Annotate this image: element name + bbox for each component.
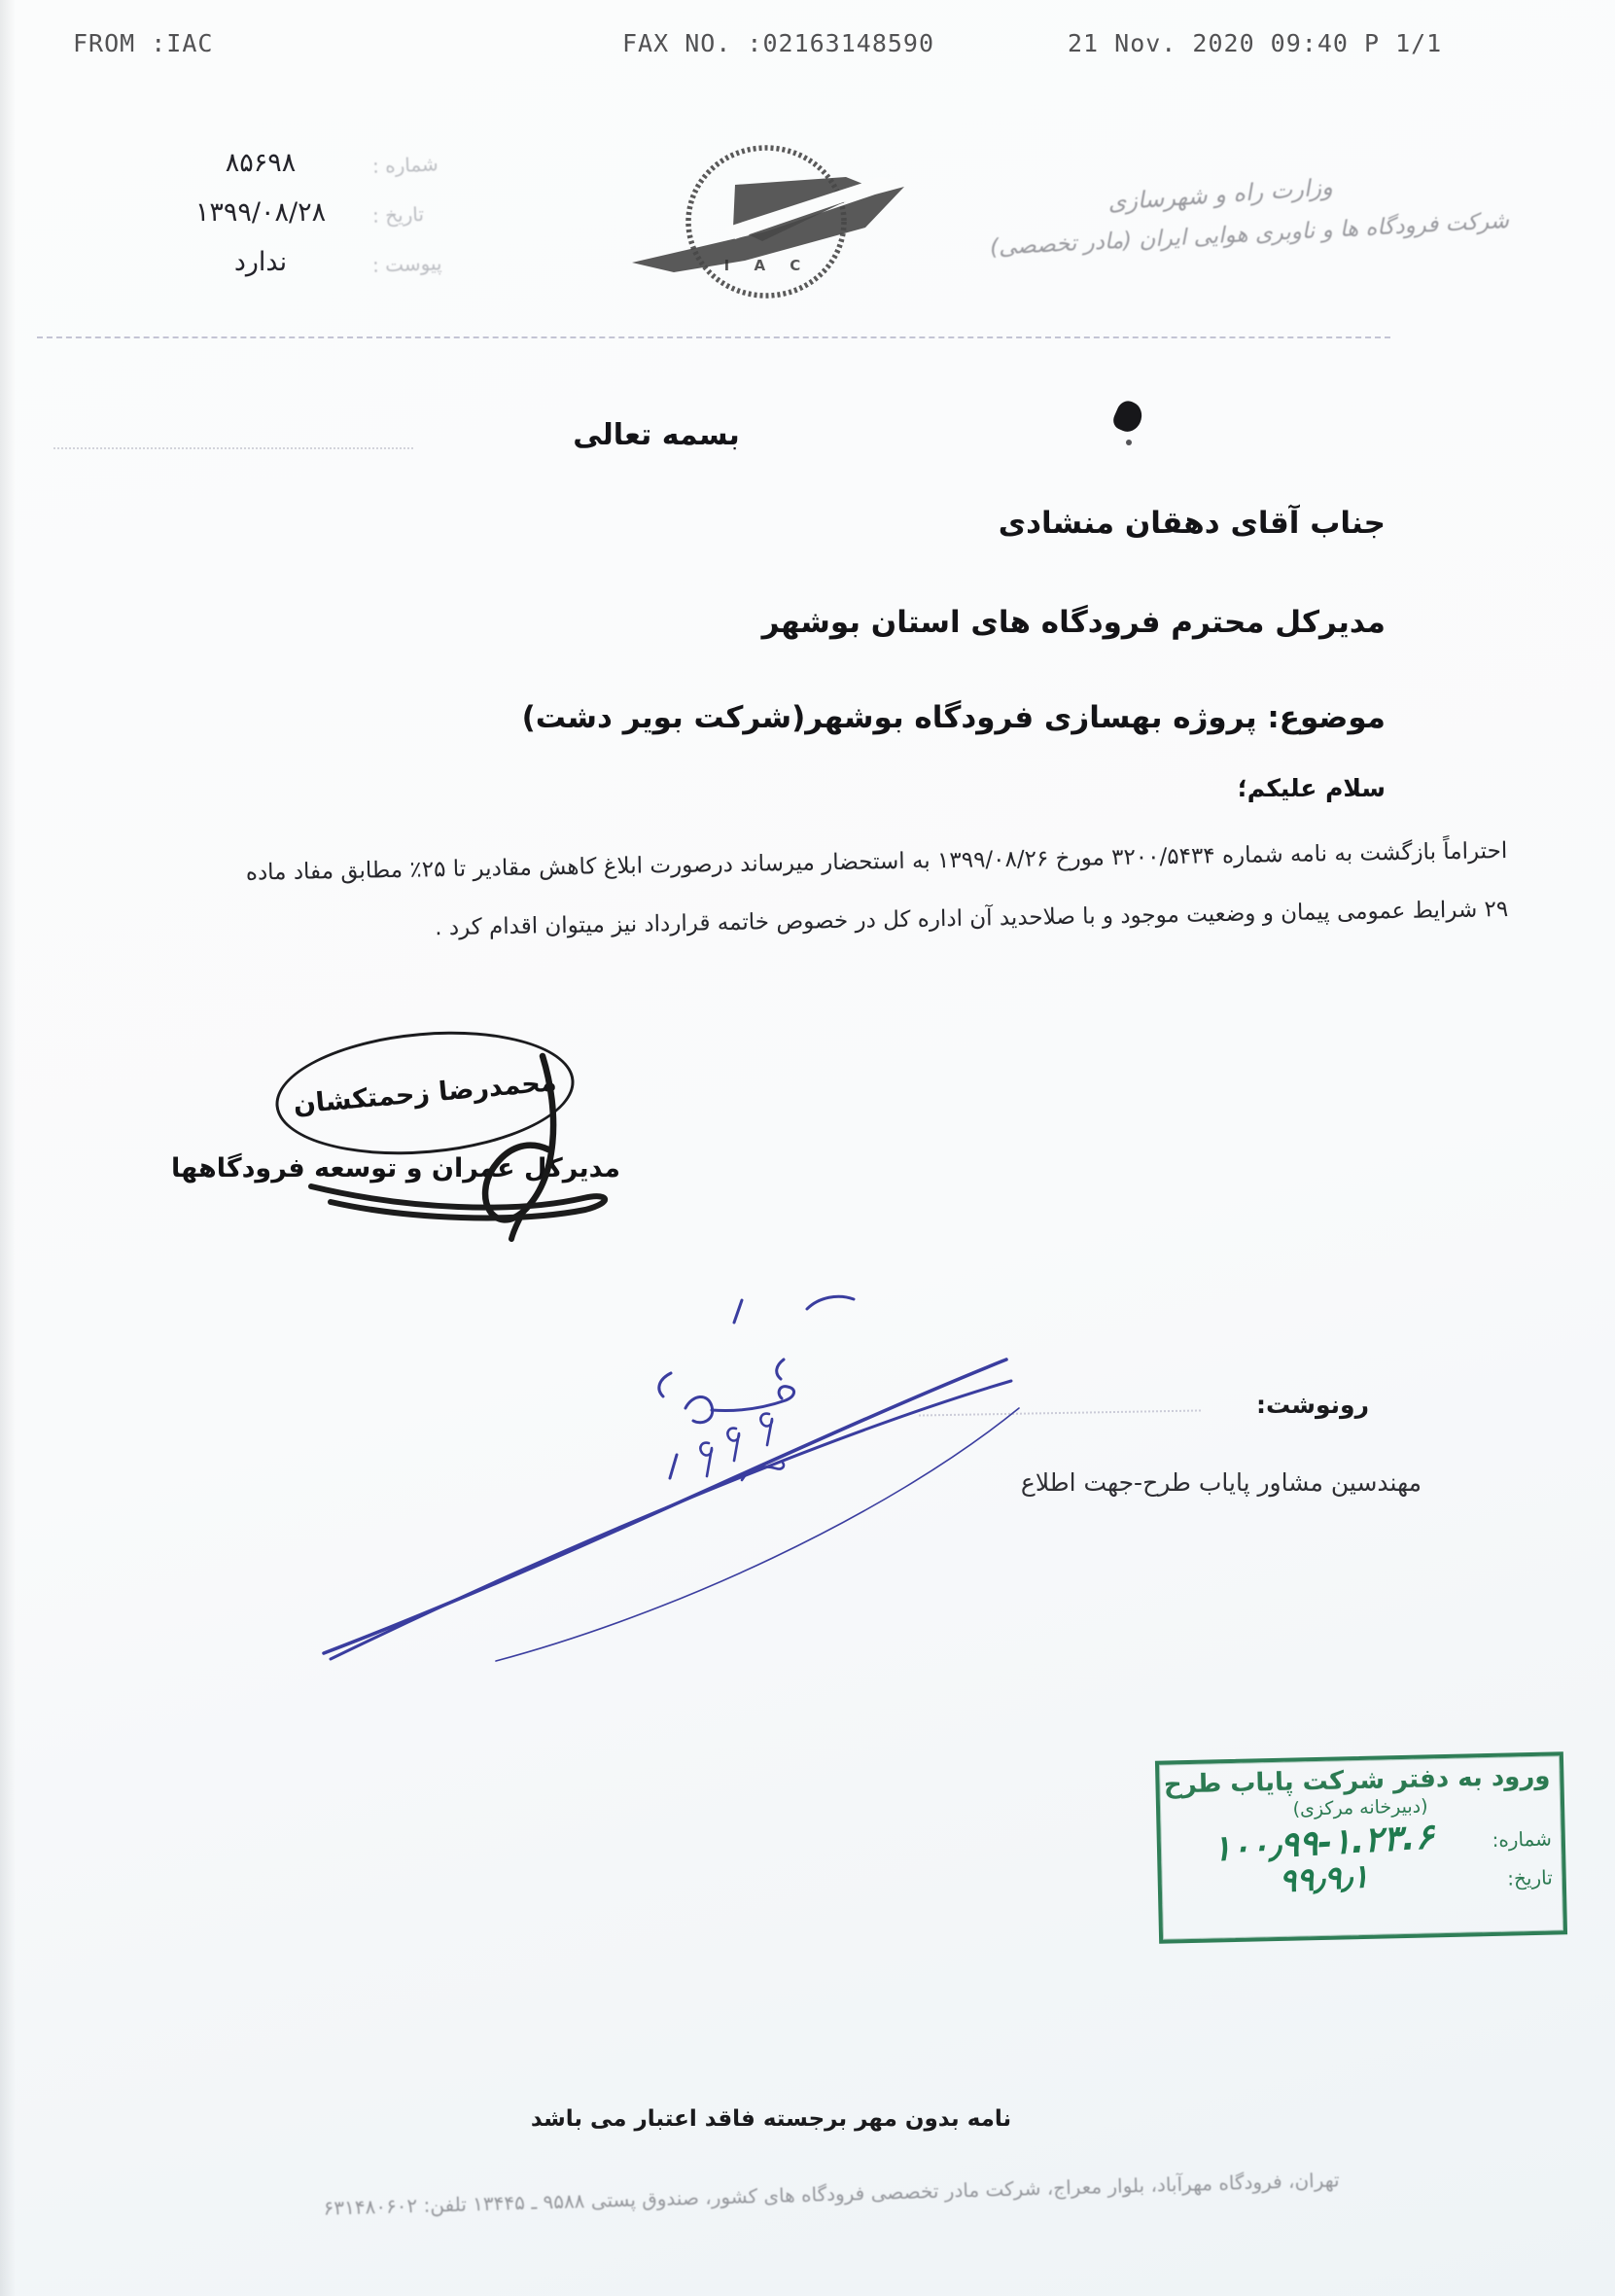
reference-date-value: ۱۳۹۹/۰۸/۲۸	[194, 197, 327, 228]
letterhead-ministry: وزارت راه و شهرسازی	[1106, 172, 1334, 217]
salutation: سلام علیکم؛	[1237, 774, 1386, 802]
signer-name: محمدرضا زحمتکشان	[292, 1066, 558, 1120]
entry-stamp-number-label: شماره:	[1492, 1826, 1553, 1852]
footer-address: تهران، فرودگاه مهرآباد، بلوار معراج، شرکت مادر تخصصی فرودگاه های کشور، صندوق پستی ۹۵۸۸ ـ ۱۳۴۴۵ تلفن: ۶۳۱۴۸۰۶۰۲	[323, 2168, 1340, 2220]
entry-stamp	[1155, 1751, 1567, 1943]
scan-edge-shadow	[0, 0, 16, 2296]
fax-header-datetime: 21 Nov. 2020 09:40 P 1/1	[1068, 29, 1443, 57]
recipient-name: جناب آقای دهقان منشادی	[998, 506, 1386, 541]
cc-label: رونوشت:	[1255, 1391, 1369, 1419]
ink-dot	[1126, 440, 1132, 445]
reference-attachment-row	[86, 247, 474, 277]
signature-loop-black	[272, 1031, 642, 1254]
reference-number-value: ۸۵۶۹۸	[225, 148, 297, 178]
entry-stamp-date-label: تاریخ:	[1506, 1865, 1554, 1890]
letterhead	[977, 172, 1522, 261]
fax-header-from: FROM :IAC	[73, 29, 214, 57]
reference-number-row	[86, 148, 474, 178]
entry-stamp-date-row	[1171, 1856, 1554, 1901]
entry-stamp-number-value: ۱۰۰٫۹۹-۱.۲۳.۶	[1211, 1817, 1435, 1870]
reference-date-label: تاریخ :	[371, 201, 425, 228]
body-line-1: احتراماً بازگشت به نامه شماره ۳۲۰۰/۵۴۳۴ مورخ ۱۳۹۹/۰۸/۲۶ به استحضار میرساند درصورت ابلاغ کاهش مقادیر تا ۲۵٪ مطابق مفاد ماده	[245, 838, 1508, 886]
iac-logo-icon	[620, 134, 912, 309]
separator-dashed	[37, 336, 1390, 338]
reference-attachment-value: ندارد	[233, 247, 288, 277]
invocation-besmele: بسمه تعالی	[573, 418, 740, 452]
subject-line: موضوع: پروژه بهسازی فرودگاه بوشهر(شرکت بویر دشت)	[521, 700, 1386, 735]
signer-title: مدیرکل عمران و توسعه فرودگاهها	[171, 1153, 620, 1183]
recipient-title: مدیرکل محترم فرودگاه های استان بوشهر	[761, 605, 1386, 640]
letterhead-company: شرکت فرودگاه ها و ناوبری هوایی ایران (مادر تخصصی)	[989, 208, 1510, 261]
body-line-2: ۲۹ شرایط عمومی پیمان و وضعیت موجود و با صلاحدید آن اداره کل در خصوص خاتمه قرارداد نیز میتوان اقدام کرد .	[434, 896, 1509, 941]
validity-note: نامه بدون مهر برجسته فاقد اعتبار می باشد	[530, 2106, 1012, 2132]
ink-blot	[1110, 398, 1146, 436]
entry-stamp-date-value: ۹۹٫۹٫۱	[1278, 1856, 1370, 1900]
scan-dots-left	[53, 447, 413, 449]
cc-item: مهندسین مشاور پایاب طرح-جهت اطلاع	[1020, 1468, 1422, 1497]
reference-attachment-label: پیوست :	[371, 251, 442, 277]
fax-header-number: FAX NO. :02163148590	[622, 29, 935, 57]
entry-stamp-title: ورود به دفتر شرکت پایاب طرح	[1163, 1761, 1551, 1800]
recipient-block	[522, 506, 1386, 802]
letter-body	[97, 838, 1509, 979]
reference-date-row	[86, 197, 474, 228]
signature-scribble-blue	[263, 1245, 1138, 1692]
entry-stamp-subtitle: (دبیرخانه مرکزی)	[1292, 1795, 1428, 1820]
reference-block	[86, 148, 474, 297]
reference-number-label: شماره :	[371, 152, 439, 178]
iac-logo-letters: I A C	[723, 257, 811, 274]
